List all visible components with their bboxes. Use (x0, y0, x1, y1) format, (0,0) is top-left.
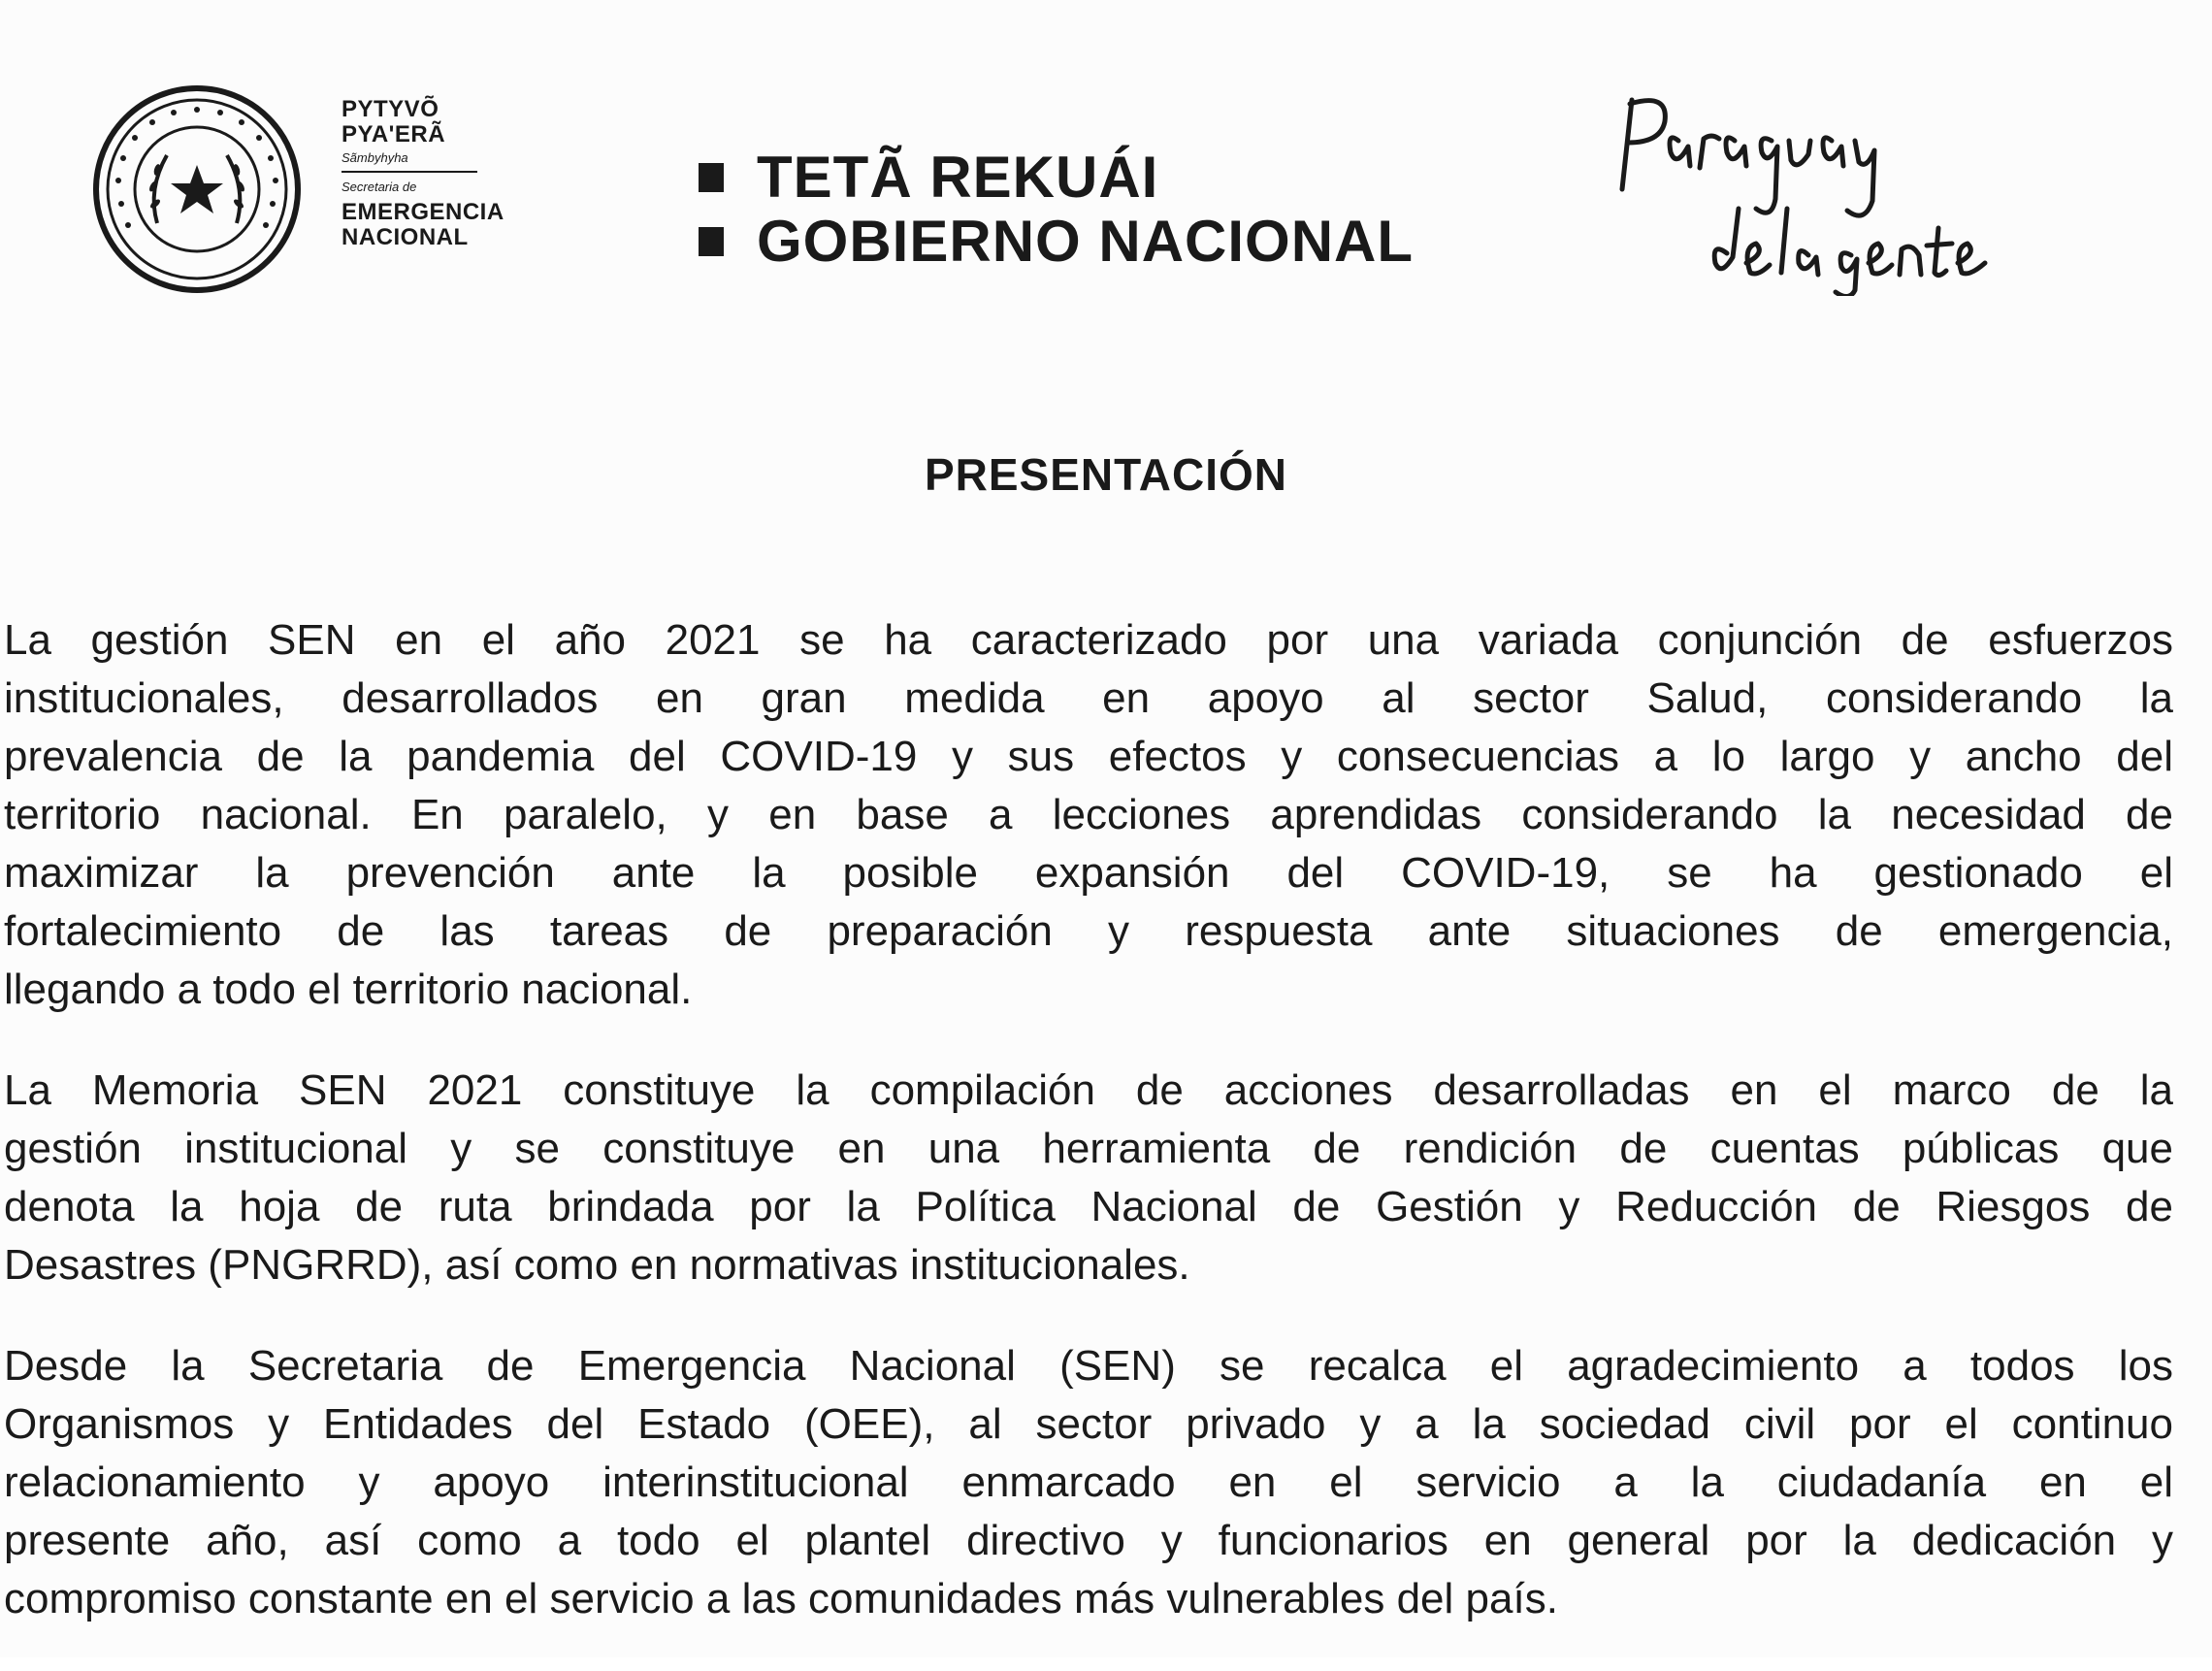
text-line: La gestión SEN en el año 2021 se ha caracterizado por una variada conjunción de esfuerzos (4, 616, 2173, 664)
paragraph-3 (0, 1337, 2173, 1628)
text-line: denota la hoja de ruta brindada por la Política Nacional de Gestión y Reducción de Riesgos de (4, 1183, 2173, 1230)
paraguay-republic-seal-icon (89, 78, 305, 301)
gov-line-1-text: TETÃ REKUÁI (757, 145, 1159, 210)
gov-line-2-text: GOBIERNO NACIONAL (757, 209, 1414, 274)
sen-line-4: NACIONAL (342, 224, 469, 250)
paragraph-2 (0, 1062, 2173, 1294)
sen-line-1: PYTYVÕ (342, 96, 439, 122)
page-title: PRESENTACIÓN (924, 449, 1288, 500)
text-line: relacionamiento y apoyo interinstitucional enmarcado en el servicio a la ciudadanía en el (4, 1458, 2173, 1506)
government-logo (699, 146, 1414, 274)
text-line: compromiso constante en el servicio a las comunidades más vulnerables del país. (4, 1575, 1558, 1622)
text-line: Desastres (PNGRRD), así como en normativas institucionales. (4, 1241, 1190, 1289)
sen-divider (342, 171, 477, 173)
sen-logo-text (342, 97, 555, 250)
gov-line-2 (699, 210, 1414, 274)
sen-line-3: EMERGENCIA (342, 199, 504, 225)
square-bullet-icon (699, 227, 724, 256)
text-line: territorio nacional. En paralelo, y en base a lecciones aprendidas considerando la necesidad de (4, 791, 2173, 838)
text-line: Desde la Secretaria de Emergencia Nacional (SEN) se recalca el agradecimiento a todos los (4, 1342, 2173, 1390)
text-line: gestión institucional y se constituye en una herramienta de rendición de cuentas públicas que (4, 1125, 2173, 1172)
text-line: presente año, así como a todo el plantel directivo y funcionarios en general por la dedicación y (4, 1517, 2173, 1564)
text-line: maximizar la prevención ante la posible expansión del COVID-19, se ha gestionado el (4, 849, 2173, 897)
paragraph-1 (0, 611, 2173, 1019)
sen-small-2: Secretaria de (342, 180, 417, 194)
text-line: fortalecimiento de las tareas de preparación y respuesta ante situaciones de emergencia, (4, 907, 2173, 955)
text-line: institucionales, desarrollados en gran medida en apoyo al sector Salud, considerando la (4, 674, 2173, 722)
text-line: prevalencia de la pandemia del COVID-19 y sus efectos y consecuencias a lo largo y ancho del (4, 733, 2173, 780)
body-text (0, 611, 2173, 1671)
sen-line-2: PYA'ERÃ (342, 121, 446, 147)
sen-small-1: Sãmbyhyha (342, 150, 408, 165)
text-line: llegando a todo el territorio nacional. (4, 966, 693, 1013)
paraguay-de-la-gente-brand-logo (1610, 82, 2018, 296)
text-line: La Memoria SEN 2021 constituye la compilación de acciones desarrolladas en el marco de la (4, 1066, 2173, 1114)
text-line: Organismos y Entidades del Estado (OEE), al sector privado y a la sociedad civil por el continuo (4, 1400, 2173, 1448)
square-bullet-icon (699, 163, 724, 192)
gov-line-1 (699, 146, 1414, 210)
